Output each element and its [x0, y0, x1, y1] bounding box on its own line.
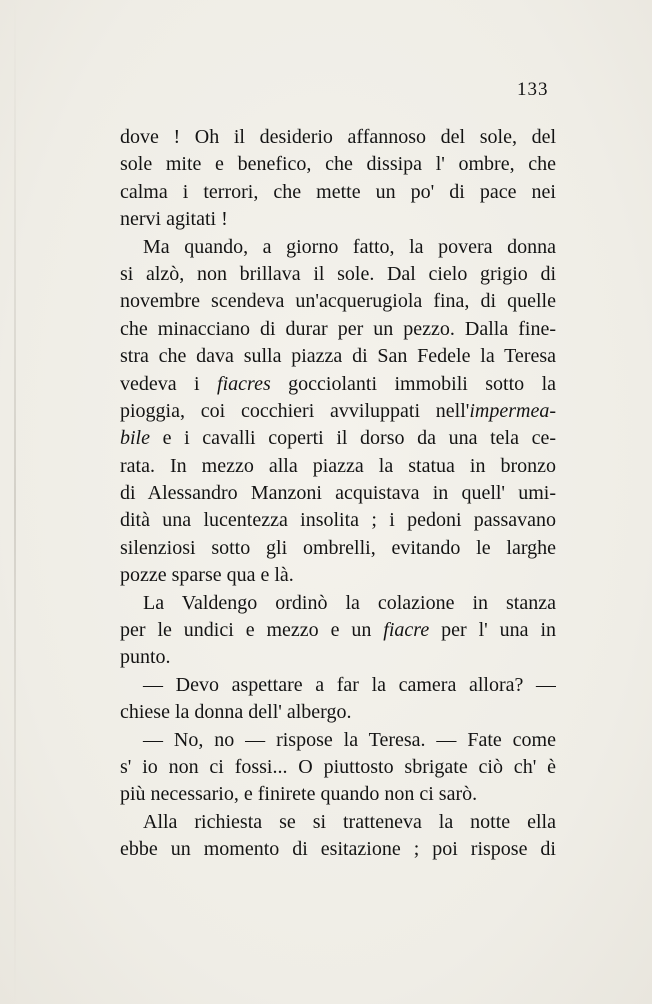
- text-segment: novembre scendeva un'acquerugiola fina, di quelle: [120, 290, 556, 313]
- text-line: [120, 206, 556, 233]
- text-segment: più necessario, e finirete quando non ci sarò.: [120, 783, 478, 806]
- text-segment: Alla richiesta se si tratteneva la notte ella: [143, 810, 556, 833]
- text-segment: chiese la donna dell' albergo.: [120, 701, 352, 724]
- text-line: [120, 809, 556, 836]
- page-fold-shadow: [14, 0, 16, 1004]
- text-segment: si alzò, non brillava il sole. Dal cielo grigio di: [120, 262, 556, 285]
- text-line: [120, 644, 556, 671]
- text-segment: sole mite e benefico, che dissipa l' ombre, che: [120, 153, 556, 176]
- page-number: 133: [517, 79, 549, 100]
- text-line: [120, 371, 556, 398]
- text-line: [120, 781, 556, 808]
- text-line: [120, 617, 556, 644]
- text-line: [120, 343, 556, 370]
- italic-text-segment: fiacres: [217, 372, 271, 395]
- text-line: [120, 124, 556, 151]
- text-line: [120, 590, 556, 617]
- text-segment: per l' una in: [429, 619, 556, 642]
- italic-text-segment: fiacre: [383, 619, 430, 642]
- text-segment: dove ! Oh il desiderio affannoso del sole, del: [120, 126, 556, 148]
- text-segment: — Devo aspettare a far la camera allora? —: [143, 673, 556, 696]
- text-line: [120, 151, 556, 178]
- text-segment: — No, no — rispose la Teresa. — Fate come: [143, 728, 556, 751]
- text-segment: che minacciano di durar per un pezzo. Dalla fine-: [120, 317, 556, 340]
- text-segment: gocciolanti immobili sotto la: [270, 372, 556, 395]
- text-line: [120, 179, 556, 206]
- italic-text-segment: bile: [120, 427, 150, 450]
- text-line: [120, 836, 556, 863]
- text-segment: per le undici e mezzo e un: [120, 619, 384, 642]
- text-segment: stra che dava sulla piazza di San Fedele la Teresa: [120, 345, 556, 368]
- text-segment: di Alessandro Manzoni acquistava in quell' umi-: [120, 482, 556, 505]
- text-line: [120, 672, 556, 699]
- text-segment: rata. In mezzo alla piazza la statua in bronzo: [120, 454, 556, 477]
- text-line: [120, 261, 556, 288]
- text-line: [120, 535, 556, 562]
- text-line: [120, 562, 556, 589]
- text-line: [120, 754, 556, 781]
- text-segment: punto.: [120, 646, 171, 669]
- text-segment: vedeva i: [120, 372, 218, 395]
- text-segment: s' io non ci fossi... O piuttosto sbrigate ciò ch' è: [120, 755, 556, 778]
- text-line: [120, 425, 556, 452]
- text-segment: calma i terrori, che mette un po' di pace nei: [120, 180, 556, 203]
- text-line: [120, 234, 556, 261]
- text-segment: dità una lucentezza insolita ; i pedoni passavano: [120, 509, 556, 532]
- text-segment: silenziosi sotto gli ombrelli, evitando le larghe: [120, 536, 556, 559]
- text-segment: Ma quando, a giorno fatto, la povera donna: [143, 235, 556, 258]
- text-segment: e i cavalli coperti il dorso da una tela ce-: [150, 427, 556, 450]
- text-segment: pozze sparse qua e là.: [120, 564, 294, 587]
- text-line: [120, 480, 556, 507]
- text-line: [120, 699, 556, 726]
- text-segment: La Valdengo ordinò la colazione in stanza: [143, 591, 556, 614]
- text-segment: pioggia, coi cocchieri avviluppati nell': [120, 399, 470, 422]
- text-segment: ebbe un momento di esitazione ; poi rispose di: [120, 838, 556, 861]
- text-line: [120, 288, 556, 315]
- text-line: [120, 507, 556, 534]
- text-segment: nervi agitati !: [120, 208, 228, 231]
- text-line: [120, 316, 556, 343]
- italic-text-segment: impermea-: [469, 399, 556, 422]
- text-line: [120, 727, 556, 754]
- body-text: [120, 124, 556, 864]
- text-line: [120, 453, 556, 480]
- text-line: [120, 398, 556, 425]
